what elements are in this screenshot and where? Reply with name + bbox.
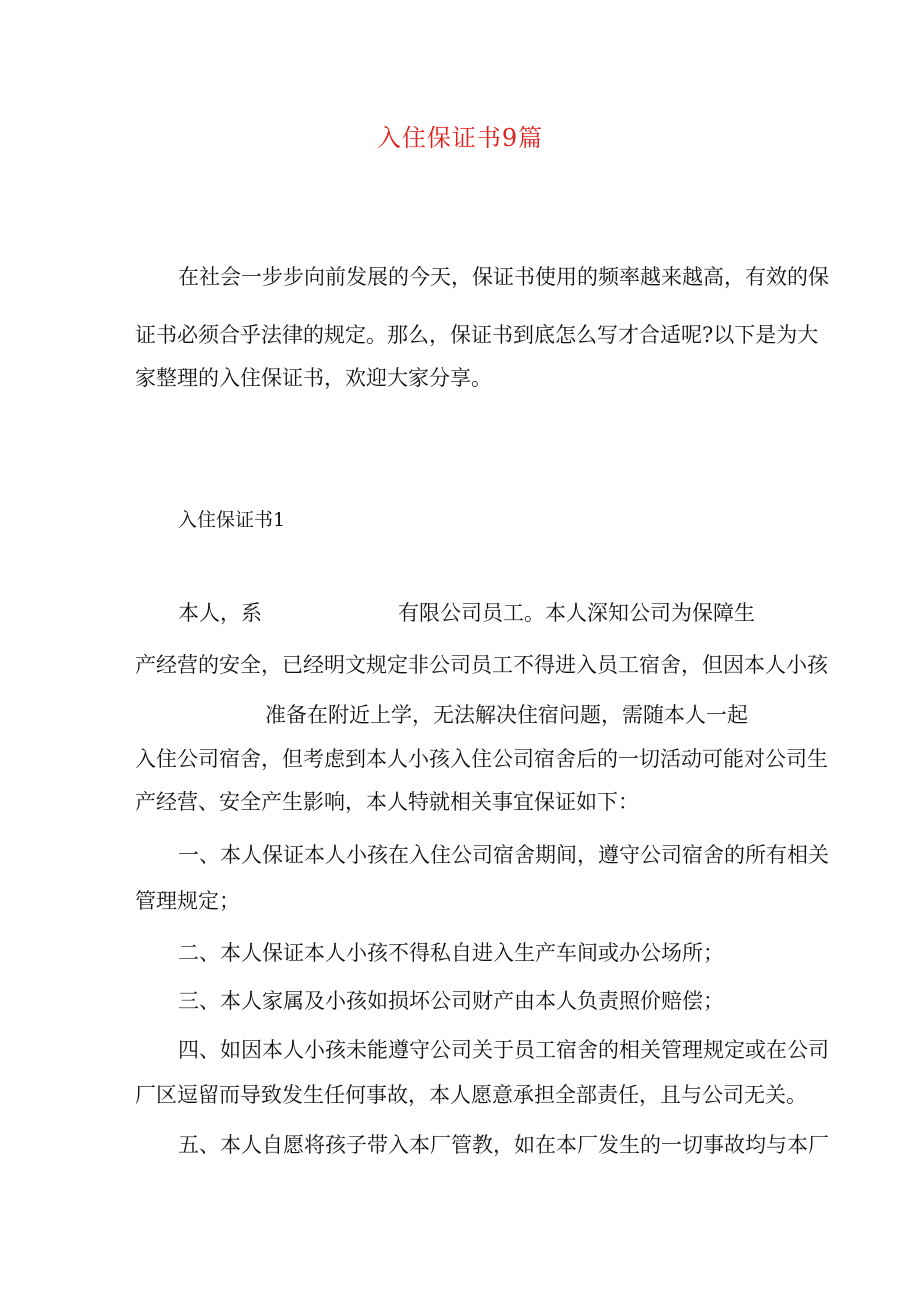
section-heading: 入住保证书1 — [178, 509, 286, 531]
body-line-12: 五、本人自愿将孩子带入本厂管教，如在本厂发生的一切事故均与本厂 — [178, 1133, 829, 1157]
body-line-1a: 本人，系 — [178, 601, 262, 625]
body-line-1b: 有限公司员工。本人深知公司为保障生 — [398, 601, 755, 625]
body-line-5: 产经营、安全产生影响，本人特就相关事宜保证如下： — [135, 790, 639, 814]
body-line-9: 三、本人家属及小孩如损坏公司财产由本人负责照价赔偿； — [178, 989, 724, 1013]
body-line-11: 厂区逗留而导致发生任何事故，本人愿意承担全部责任，且与公司无关。 — [135, 1083, 807, 1107]
body-line-10: 四、如因本人小孩未能遵守公司关于员工宿舍的相关管理规定或在公司 — [178, 1038, 829, 1062]
body-line-3: 准备在附近上学，无法解决住宿问题，需随本人一起 — [265, 703, 748, 727]
body-line-2: 产经营的安全，已经明文规定非公司员工不得进入员工宿舍，但因本人小孩 — [135, 653, 828, 677]
body-line-6: 一、本人保证本人小孩在入住公司宿舍期间，遵守公司宿舍的所有相关 — [178, 843, 829, 867]
intro-line-2: 证书必须合乎法律的规定。那么，保证书到底怎么写才合适呢?以下是为大 — [135, 323, 819, 347]
intro-line-3: 家整理的入住保证书，欢迎大家分享。 — [135, 366, 492, 390]
body-line-4: 入住公司宿舍，但考虑到本人小孩入住公司宿舍后的一切活动可能对公司生 — [135, 747, 828, 771]
body-line-7: 管理规定； — [135, 889, 240, 913]
document-title: 入住保证书9篇 — [376, 124, 544, 152]
intro-line-1: 在社会一步步向前发展的今天，保证书使用的频率越来越高，有效的保 — [178, 265, 829, 289]
body-line-8: 二、本人保证本人小孩不得私自进入生产车间或办公场所； — [178, 941, 724, 965]
